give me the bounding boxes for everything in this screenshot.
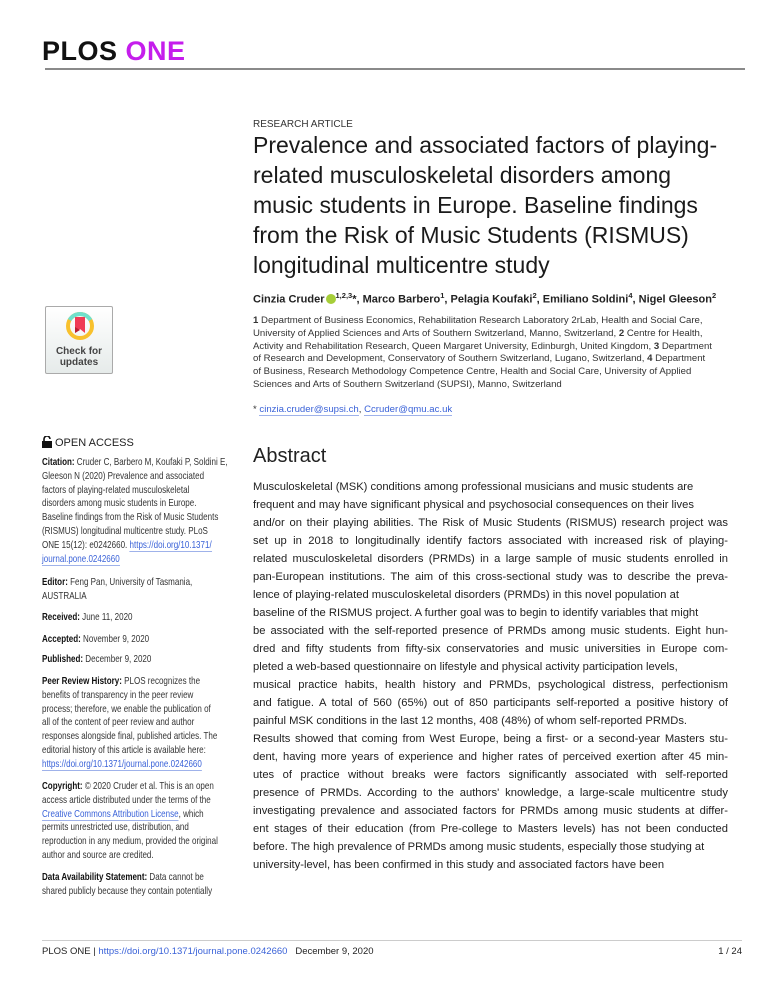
email-link[interactable]: cinzia.cruder@supsi.ch [259, 404, 359, 415]
abstract-line: be associated with the self-reported presence of PRMDs among music students. Eight hun- [253, 625, 728, 637]
abstract-line: Results showed that coming from West Europe, being a first- or a second-year Masters stu- [253, 733, 728, 745]
abstract-line: musical practice habits, health history and PRMDs, psychological distress, perfectionism [253, 679, 728, 691]
abstract-line: pan-European institutions. The aim of this cross-sectional study was to describe the preva- [253, 571, 728, 583]
abstract-line: investigating prevalence and associated factors for PRMDs among music students at differ- [253, 805, 728, 817]
citation-doi-link-cont[interactable]: journal.pone.0242660 [42, 553, 120, 565]
footer-citation: PLOS ONE | https://doi.org/10.1371/journal.pone.0242660 December 9, 2020 [42, 946, 374, 957]
published-date: Published: December 9, 2020 [42, 654, 152, 665]
abstract-body [253, 478, 728, 874]
open-access-label: OPEN ACCESS [42, 436, 134, 449]
abstract-line: before. The high prevalence of PRMDs among music students, especially those studying at [253, 841, 705, 853]
abstract-line: and fatigue. A total of 560 (65%) out of 850 participants self-reported a positive history of [253, 697, 728, 709]
abstract-line: pleted a web-based questionnaire on lifestyle and physical activity participation levels, [253, 661, 678, 673]
orcid-icon[interactable] [326, 294, 336, 304]
received-date: Received: June 11, 2020 [42, 612, 133, 623]
data-availability-block: Data Availability Statement: Data cannot be shared publicly because they contain potentially [42, 872, 213, 897]
citation-doi-link[interactable]: https://doi.org/10.1371/ [129, 539, 212, 551]
check-for-updates-badge[interactable]: Check for updates [45, 306, 113, 374]
affiliations: 1 Department of Business Economics, Rehabilitation Research Laboratory 2rLab, Health and Social Care, University of Applied Sciences and Arts of Southern Switzerland, Manno, Switzerland, 2 Centre for Health, Activity and Rehabilitation Research, Queen Margaret University, Edinburgh, United Kingdom, 3 Department of Research and Development, Conservatory of Southern Switzerland, Lugano, Switzerland, 4 Department of Business, Research Methodology Competence Centre, Health and Social Care, University of Applied Sciences and Arts of Southern Switzerland (SUPSI), Manno, Switzerland [253, 315, 712, 390]
email-link[interactable]: Ccruder@qmu.ac.uk [364, 404, 453, 415]
abstract-line: presence of PRMDs. According to the authors' knowledge, a large-scale multicentre study [253, 787, 728, 799]
author[interactable]: Marco Barbero [362, 293, 441, 306]
license-link[interactable]: Creative Commons Attribution License [42, 808, 179, 820]
page-number: 1 / 24 [718, 946, 742, 957]
editor-block: Editor: Feng Pan, University of Tasmania, AUSTRALIA [42, 577, 193, 602]
plos-one-logo: PLOS ONE [42, 36, 186, 66]
article-type: RESEARCH ARTICLE [253, 119, 353, 130]
footer-doi-link[interactable]: https://doi.org/10.1371/journal.pone.0242660 [98, 946, 288, 957]
abstract-line: painful MSK conditions in the last 12 months, 408 (48%) of whom self-reported PRMDs. [253, 715, 688, 727]
accepted-date: Accepted: November 9, 2020 [42, 634, 150, 645]
abstract-line: dred and fifty students from fifty-six conservatories and music universities in Europe com- [253, 643, 728, 655]
abstract-line: lence of playing-related musculoskeletal disorders (PRMDs) in this novel population at [253, 589, 679, 601]
abstract-line: set up in 2018 to longitudinally identify factors associated with increased risk of playing- [253, 535, 728, 547]
abstract-line: related musculoskeletal disorders (PRMDs) in a large sample of music students enrolled in [253, 553, 728, 565]
author[interactable]: Pelagia Koufaki [450, 293, 533, 306]
abstract-heading: Abstract [253, 445, 327, 467]
header-rule [45, 68, 745, 70]
copyright-block: Copyright: © 2020 Cruder et al. This is an open access article distributed under the terms of the Creative Commons Attribution License, which permits unrestricted use, distribution, and reproduction in any medium, provided the original author and source are credited. [42, 781, 218, 861]
citation-block: Citation: Cruder C, Barbero M, Koufaki P, Soldini E, Gleeson N (2020) Prevalence and associated factors of playing-related musculoskeletal disorders among music students in Europe. Baseline findings from the Risk of Music Students (RISMUS) longitudinal multicentre study. PLoS ONE 15(12): e0242660. https://doi.org/10.1371/ journal.pone.0242660 [42, 457, 228, 565]
abstract-line: frequent and may have significant physical and psychosocial consequences on their lives [253, 499, 694, 511]
check-updates-icon [65, 311, 95, 341]
peer-review-link[interactable]: https://doi.org/10.1371/journal.pone.0242660 [42, 758, 202, 770]
author[interactable]: Cinzia Cruder [253, 293, 325, 306]
abstract-line: university-level, has been confirmed in this study and associated factors have been [253, 859, 665, 871]
footer-rule [42, 940, 742, 941]
abstract-line: baseline of the RISMUS project. A further goal was to begin to identify variables that might [253, 607, 699, 619]
author[interactable]: Emiliano Soldini [542, 293, 629, 306]
author-list: Cinzia Cruder $^{1,2,3}$*, Marco Barbero$^1$, Pelagia Koufaki$^2$, Emiliano Soldini$^4$, Nigel Gleeson$^2$ [253, 291, 717, 306]
corresponding-emails: * cinzia.cruder@supsi.ch, Ccruder@qmu.ac.uk [253, 404, 453, 415]
abstract-line: and/or on their playing abilities. The Risk of Music Students (RISMUS) research project was [253, 517, 728, 529]
article-title: Prevalence and associated factors of playing- related musculoskeletal disorders among music students in Europe. Baseline findings from the Risk of Music Students (RISMUS) longitudinal multicentre study [253, 132, 718, 278]
open-lock-icon [42, 436, 52, 448]
abstract-line: utes of practice without breaks were factors significantly associated with self-reported [253, 769, 728, 781]
abstract-line: dent, having more years of experience and higher rates of perceived exertion after 45 min- [253, 751, 728, 763]
peer-review-block: Peer Review History: PLOS recognizes the benefits of transparency in the peer review process; therefore, we enable the publication of all of the content of peer review and author responses alongside final, published articles. The editorial history of this article is available here: https://doi.org/10.1371/journal.pone.0242660 [42, 676, 218, 770]
abstract-line: ent stages of their education (from Pre-college to Masters levels) has not been conducted [253, 823, 728, 835]
author[interactable]: Nigel Gleeson [638, 293, 712, 306]
abstract-line: Musculoskeletal (MSK) conditions among professional musicians and music students are [253, 481, 694, 493]
